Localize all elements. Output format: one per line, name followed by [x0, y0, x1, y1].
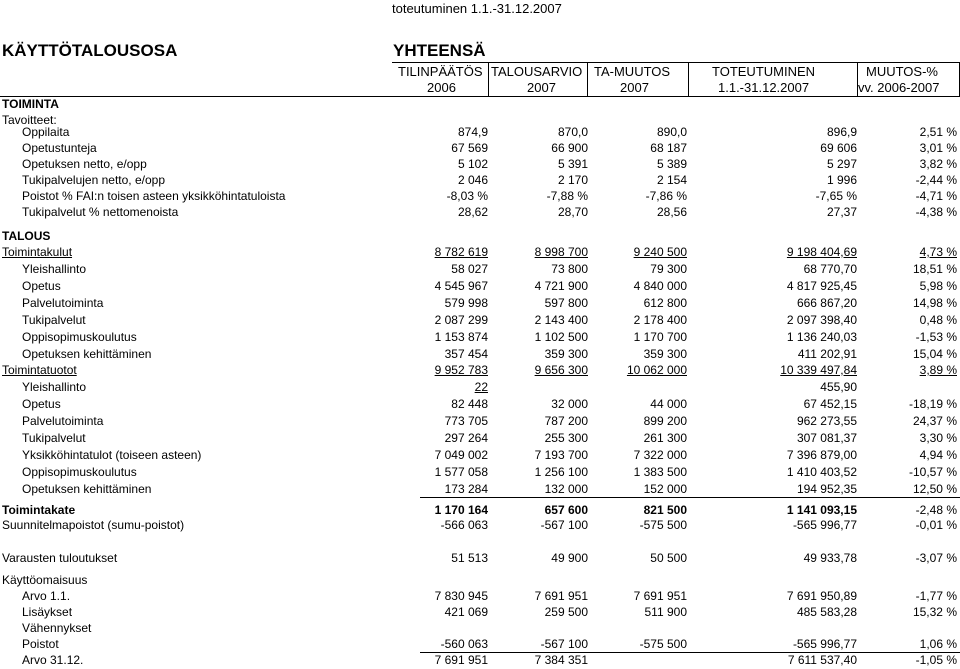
cell-muutos: 3,30 %: [919, 431, 957, 445]
cell-tilinpaatos: 1 577 058: [434, 465, 488, 479]
cell-tilinpaatos: 8 782 619: [434, 245, 488, 259]
cell-toteutuminen: 10 339 497,84: [780, 363, 857, 377]
cell-ta-muutos: 821 500: [643, 503, 687, 517]
cell-ta-muutos: 1 170 700: [633, 330, 687, 344]
cell-muutos: 24,37 %: [912, 414, 957, 428]
cell-muutos: -1,05 %: [915, 653, 957, 667]
cell-toteutuminen: 27,37: [826, 205, 857, 219]
cell-muutos: 15,04 %: [912, 347, 957, 361]
row-label: Toimintakate: [2, 503, 76, 517]
cell-muutos: 14,98 %: [912, 296, 957, 310]
cell-talousarvio: 66 900: [551, 141, 588, 155]
cell-ta-muutos: 890,0: [656, 125, 687, 139]
cell-tilinpaatos: 22: [474, 380, 488, 394]
cell-tilinpaatos: 297 264: [444, 431, 488, 445]
table-row: [0, 329, 960, 346]
cell-talousarvio: 359 300: [544, 347, 588, 361]
cell-muutos: -2,44 %: [915, 173, 957, 187]
cell-tilinpaatos: 67 569: [451, 141, 488, 155]
header-tilinpaatos-year: 2006: [427, 80, 456, 95]
cell-tilinpaatos: 7 049 002: [434, 448, 488, 462]
cell-talousarvio: 7 193 700: [534, 448, 588, 462]
cell-tilinpaatos: 28,62: [457, 205, 488, 219]
section-talous: TALOUS: [2, 229, 51, 243]
header-divider: [688, 62, 689, 96]
table-row: [0, 188, 960, 205]
cell-ta-muutos: -7,86 %: [645, 189, 687, 203]
cell-toteutuminen: 1 996: [826, 173, 857, 187]
row-label: Poistot: [22, 637, 59, 651]
cell-talousarvio: 1 256 100: [534, 465, 588, 479]
cell-muutos: 2,51 %: [919, 125, 957, 139]
cell-ta-muutos: 7 691 951: [633, 589, 687, 603]
cell-ta-muutos: 2 178 400: [633, 313, 687, 327]
table-row: [0, 140, 960, 157]
cell-talousarvio: 132 000: [544, 482, 588, 496]
table-row: [0, 430, 960, 447]
cell-talousarvio: 657 600: [544, 503, 588, 517]
cell-tilinpaatos: 58 027: [451, 262, 488, 276]
table-row: [0, 413, 960, 430]
cell-toteutuminen: 7 396 879,00: [786, 448, 857, 462]
cell-muutos: -4,38 %: [915, 205, 957, 219]
cell-ta-muutos: 68 187: [650, 141, 687, 155]
cell-talousarvio: 5 391: [557, 157, 588, 171]
row-label: Vähennykset: [22, 621, 92, 635]
cell-talousarvio: 73 800: [551, 262, 588, 276]
cell-muutos: 3,01 %: [919, 141, 957, 155]
cell-toteutuminen: 1 141 093,15: [786, 503, 857, 517]
cell-talousarvio: 49 900: [551, 551, 588, 565]
cell-tilinpaatos: 5 102: [457, 157, 488, 171]
cell-ta-muutos: 79 300: [650, 262, 687, 276]
cell-talousarvio: 2 170: [557, 173, 588, 187]
cell-toteutuminen: 9 198 404,69: [786, 245, 857, 259]
cell-muutos: 18,51 %: [912, 262, 957, 276]
table-row: [0, 464, 960, 481]
table-row: [0, 156, 960, 173]
cell-talousarvio: 597 800: [544, 296, 588, 310]
row-label: Toimintakulut: [2, 245, 73, 259]
table-row: [0, 652, 960, 669]
header-bottom-line: [0, 96, 960, 97]
header-divider: [857, 62, 858, 96]
cell-muutos: -0,01 %: [915, 518, 957, 532]
cell-toteutuminen: 67 452,15: [803, 397, 857, 411]
cell-toteutuminen: 5 297: [826, 157, 857, 171]
cell-tilinpaatos: -8,03 %: [446, 189, 488, 203]
header-divider: [488, 62, 489, 96]
row-label: Arvo 1.1.: [22, 589, 71, 603]
table-row: [0, 572, 960, 589]
cell-ta-muutos: 7 322 000: [633, 448, 687, 462]
cell-toteutuminen: 1 136 240,03: [786, 330, 857, 344]
cell-talousarvio: -567 100: [540, 637, 588, 651]
cell-ta-muutos: 612 800: [643, 296, 687, 310]
cell-ta-muutos: 2 154: [656, 173, 687, 187]
subtotal-line: [420, 497, 960, 498]
table-row: [0, 244, 960, 261]
cell-toteutuminen: 307 081,37: [796, 431, 857, 445]
table-row: [0, 396, 960, 413]
row-label: Palvelutoiminta: [22, 414, 104, 428]
cell-tilinpaatos: 173 284: [444, 482, 488, 496]
section-toiminta: TOIMINTA: [2, 97, 59, 111]
row-label: Opetustunteja: [22, 141, 97, 155]
cell-ta-muutos: 4 840 000: [633, 279, 687, 293]
table-row: [0, 362, 960, 379]
cell-talousarvio: -7,88 %: [546, 189, 588, 203]
cell-muutos: 4,94 %: [919, 448, 957, 462]
cell-talousarvio: 2 143 400: [534, 313, 588, 327]
cell-tilinpaatos: -560 063: [440, 637, 488, 651]
table-row: [0, 550, 960, 567]
table-row: [0, 312, 960, 329]
table-row: [0, 278, 960, 295]
table-row: [0, 620, 960, 637]
row-label: Yleishallinto: [22, 380, 87, 394]
cell-toteutuminen: 194 952,35: [796, 482, 857, 496]
cell-toteutuminen: 2 097 398,40: [786, 313, 857, 327]
cell-talousarvio: 8 998 700: [534, 245, 588, 259]
cell-talousarvio: 9 656 300: [534, 363, 588, 377]
header-ta-muutos: TA-MUUTOS: [594, 64, 671, 79]
cell-ta-muutos: 28,56: [656, 205, 687, 219]
cell-ta-muutos: 511 900: [644, 605, 687, 619]
cell-talousarvio: 7 384 351: [534, 653, 588, 667]
section-tavoitteet: Tavoitteet:: [2, 113, 57, 127]
cell-tilinpaatos: -566 063: [440, 518, 488, 532]
row-label: Tukipalvelut: [22, 313, 86, 327]
row-label: Suunnitelmapoistot (sumu-poistot): [2, 518, 185, 532]
header-talousarvio-year: 2007: [527, 80, 556, 95]
row-label: Oppilaita: [22, 125, 70, 139]
cell-tilinpaatos: 7 830 945: [434, 589, 488, 603]
header-talousarvio: TALOUSARVIO: [491, 64, 583, 79]
cell-tilinpaatos: 9 952 783: [434, 363, 488, 377]
row-label: Opetuksen kehittäminen: [22, 482, 152, 496]
cell-tilinpaatos: 421 069: [444, 605, 488, 619]
row-label: Yleishallinto: [22, 262, 87, 276]
cell-muutos: 1,06 %: [919, 637, 957, 651]
cell-ta-muutos: 359 300: [643, 347, 687, 361]
cell-muutos: -4,71 %: [915, 189, 957, 203]
row-label: Oppisopimuskoulutus: [22, 330, 137, 344]
row-label: Opetus: [22, 279, 61, 293]
header-divider: [587, 62, 588, 96]
row-label: Palvelutoiminta: [22, 296, 104, 310]
row-label: Tukipalvelujen netto, e/opp: [22, 173, 165, 187]
row-label: Opetus: [22, 397, 61, 411]
cell-muutos: 0,48 %: [919, 313, 957, 327]
table-row: [0, 447, 960, 464]
cell-tilinpaatos: 874,9: [457, 125, 488, 139]
cell-ta-muutos: 44 000: [650, 397, 687, 411]
cell-muutos: 5,98 %: [919, 279, 957, 293]
row-label: Lisäykset: [22, 605, 73, 619]
cell-ta-muutos: -575 500: [639, 637, 687, 651]
row-label: Tukipalvelut % nettomenoista: [22, 205, 179, 219]
table-row: [0, 204, 960, 221]
cell-ta-muutos: -575 500: [639, 518, 687, 532]
row-label: Käyttöomaisuus: [2, 573, 88, 587]
cell-tilinpaatos: 82 448: [451, 397, 488, 411]
cell-muutos: 3,82 %: [919, 157, 957, 171]
cell-toteutuminen: -7,65 %: [815, 189, 857, 203]
table-row: [0, 346, 960, 363]
cell-muutos: 15,32 %: [912, 605, 957, 619]
row-label: Poistot % FAI:n toisen asteen yksikköhintatuloista: [22, 189, 286, 203]
table-row: [0, 481, 960, 498]
cell-talousarvio: -567 100: [540, 518, 588, 532]
cell-toteutuminen: 7 691 950,89: [786, 589, 857, 603]
cell-muutos: 4,73 %: [919, 245, 957, 259]
row-label: Toimintatuotot: [2, 363, 77, 377]
row-label: Tukipalvelut: [22, 431, 86, 445]
cell-tilinpaatos: 1 170 164: [434, 503, 488, 517]
cell-muutos: 12,50 %: [912, 482, 957, 496]
cell-talousarvio: 255 300: [544, 431, 588, 445]
cell-talousarvio: 32 000: [551, 397, 588, 411]
cell-toteutuminen: 7 611 537,40: [787, 653, 857, 667]
cell-toteutuminen: -565 996,77: [792, 518, 857, 532]
row-label: Opetuksen netto, e/opp: [22, 157, 147, 171]
cell-ta-muutos: 899 200: [643, 414, 687, 428]
cell-toteutuminen: 4 817 925,45: [786, 279, 857, 293]
cell-ta-muutos: 9 240 500: [633, 245, 687, 259]
report-subtitle: YHTEENSÄ: [393, 41, 486, 60]
table-row: [0, 295, 960, 312]
row-label: Arvo 31.12.: [22, 653, 84, 667]
cell-muutos: -3,07 %: [915, 551, 957, 565]
header-tilinpaatos: TILINPÄÄTÖS: [398, 64, 483, 79]
header-toteutuminen: TOTEUTUMINEN: [712, 64, 816, 79]
cell-ta-muutos: 50 500: [650, 551, 687, 565]
row-label: Opetuksen kehittäminen: [22, 347, 152, 361]
cell-tilinpaatos: 773 705: [444, 414, 488, 428]
cell-talousarvio: 259 500: [544, 605, 588, 619]
cell-tilinpaatos: 357 454: [444, 347, 488, 361]
cell-toteutuminen: 485 583,28: [796, 605, 857, 619]
cell-toteutuminen: 68 770,70: [803, 262, 857, 276]
cell-tilinpaatos: 51 513: [451, 551, 488, 565]
cell-ta-muutos: 1 383 500: [633, 465, 687, 479]
cell-toteutuminen: 411 202,91: [797, 347, 857, 361]
header-muutos: MUUTOS-%: [866, 64, 938, 79]
cell-tilinpaatos: 1 153 874: [434, 330, 488, 344]
cell-ta-muutos: 261 300: [643, 431, 687, 445]
table-row: [0, 517, 960, 534]
header-muutos-period: vv. 2006-2007: [858, 80, 940, 95]
cell-ta-muutos: 10 062 000: [626, 363, 687, 377]
table-row: [0, 636, 960, 653]
table-row: [0, 124, 960, 141]
cell-toteutuminen: 666 867,20: [796, 296, 857, 310]
cell-muutos: -1,77 %: [915, 589, 957, 603]
header-toteutuminen-period: 1.1.-31.12.2007: [718, 80, 810, 95]
cell-toteutuminen: 1 410 403,52: [786, 465, 857, 479]
cell-tilinpaatos: 7 691 951: [434, 653, 488, 667]
report-title: KÄYTTÖTALOUSOSA: [2, 41, 178, 60]
row-label: Varausten tuloutukset: [2, 551, 118, 565]
cell-tilinpaatos: 2 046: [457, 173, 488, 187]
cell-toteutuminen: 49 933,78: [803, 551, 857, 565]
cell-muutos: -18,19 %: [908, 397, 957, 411]
cell-muutos: -2,48 %: [915, 503, 957, 517]
cell-toteutuminen: 69 606: [820, 141, 857, 155]
cell-talousarvio: 1 102 500: [534, 330, 588, 344]
cell-tilinpaatos: 4 545 967: [434, 279, 488, 293]
cell-talousarvio: 870,0: [557, 125, 588, 139]
table-row: [0, 261, 960, 278]
cell-muutos: -1,53 %: [915, 330, 957, 344]
header-top-line: [392, 62, 960, 63]
table-row: [0, 588, 960, 605]
header-ta-muutos-year: 2007: [620, 80, 649, 95]
cell-talousarvio: 28,70: [557, 205, 588, 219]
cell-toteutuminen: 896,9: [826, 125, 857, 139]
table-row: [0, 379, 960, 396]
cell-tilinpaatos: 579 998: [444, 296, 488, 310]
row-label: Oppisopimuskoulutus: [22, 465, 137, 479]
cell-ta-muutos: 5 389: [656, 157, 687, 171]
cell-ta-muutos: 152 000: [643, 482, 687, 496]
row-label: Yksikköhintatulot (toiseen asteen): [22, 448, 202, 462]
cell-toteutuminen: 962 273,55: [796, 414, 857, 428]
table-row: [0, 172, 960, 189]
report-period: toteutuminen 1.1.-31.12.2007: [392, 1, 562, 16]
cell-muutos: -10,57 %: [908, 465, 957, 479]
cell-talousarvio: 4 721 900: [534, 279, 588, 293]
cell-toteutuminen: -565 996,77: [792, 637, 857, 651]
cell-talousarvio: 7 691 951: [534, 589, 588, 603]
table-row: [0, 604, 960, 621]
cell-muutos: 3,89 %: [919, 363, 957, 377]
cell-toteutuminen: 455,90: [820, 380, 857, 394]
cell-talousarvio: 787 200: [544, 414, 588, 428]
cell-tilinpaatos: 2 087 299: [434, 313, 488, 327]
